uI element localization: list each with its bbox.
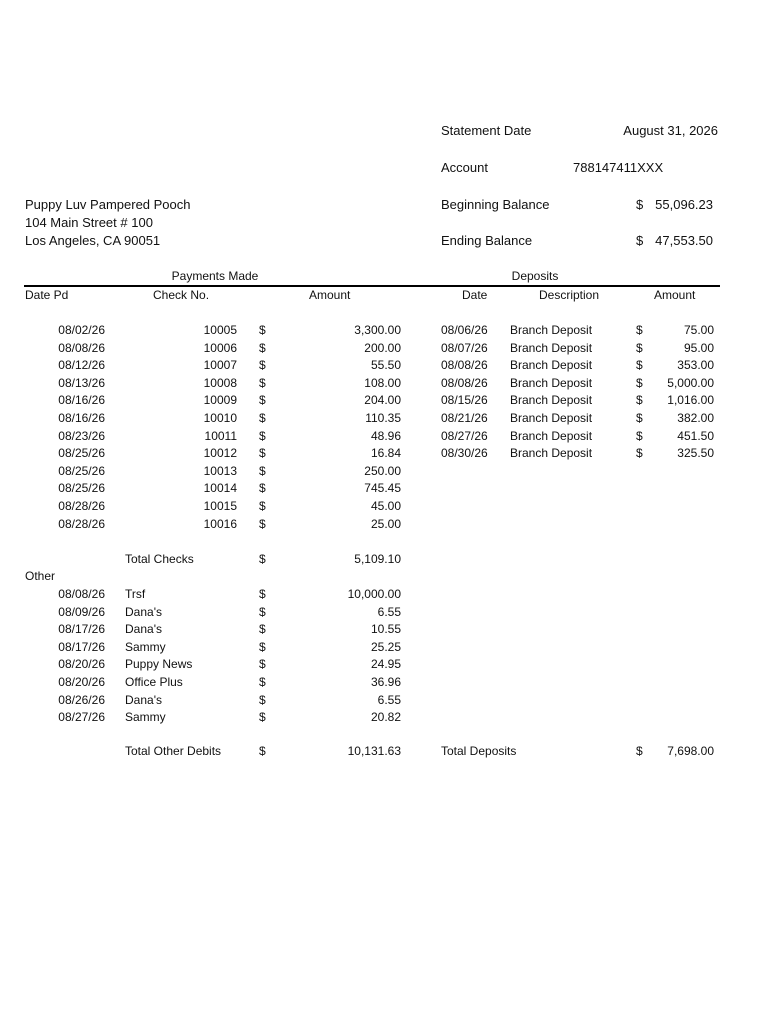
payment-date: 08/08/26 [58, 340, 105, 355]
payment-currency: $ [259, 499, 266, 513]
other-debit-currency: $ [259, 587, 266, 601]
total-checks-value: 5,109.10 [354, 552, 401, 566]
payment-amount: 16.84 [370, 446, 401, 461]
account-label: Account [441, 160, 488, 175]
payment-date: 08/16/26 [58, 393, 105, 408]
payment-check-number: 10015 [203, 499, 237, 513]
payment-currency: $ [259, 481, 266, 496]
other-debit-description: Dana's [125, 692, 162, 707]
payment-check-number: 10006 [203, 340, 237, 355]
other-debit-description: Sammy [125, 639, 166, 654]
other-debit-description: Puppy News [125, 657, 193, 672]
payment-check-number: 10007 [203, 358, 237, 373]
deposit-currency: $ [636, 323, 643, 337]
other-debit-currency: $ [259, 604, 266, 619]
ending-balance-currency: $ [636, 233, 644, 248]
other-debit-amount: 36.96 [370, 675, 401, 689]
deposit-date: 08/15/26 [441, 393, 488, 408]
payment-check-number: 10012 [203, 446, 237, 461]
col-header-deposit-date: Date [462, 288, 488, 302]
payment-check-number: 10016 [203, 516, 237, 531]
deposit-amount: 1,016.00 [667, 393, 714, 408]
deposit-description: Branch Deposit [510, 375, 593, 390]
deposit-amount: 75.00 [683, 323, 714, 337]
payment-currency: $ [259, 411, 266, 425]
deposit-date: 08/21/26 [441, 411, 488, 425]
deposit-date: 08/07/26 [441, 340, 488, 355]
deposit-amount: 382.00 [677, 411, 714, 425]
deposit-date: 08/27/26 [441, 428, 488, 443]
col-header-description: Description [539, 288, 600, 302]
col-header-payment-amount: Amount [309, 288, 351, 302]
other-debit-currency: $ [259, 675, 266, 689]
payment-date: 08/13/26 [58, 375, 105, 390]
deposit-date: 08/30/26 [441, 446, 488, 461]
total-deposits-label: Total Deposits [441, 744, 517, 758]
payment-amount: 108.00 [364, 375, 401, 390]
other-debit-amount: 24.95 [370, 657, 401, 672]
other-label: Other [25, 569, 56, 583]
other-debit-date: 08/26/26 [58, 692, 105, 707]
other-debit-currency: $ [259, 692, 266, 707]
deposit-date: 08/08/26 [441, 358, 488, 373]
payment-check-number: 10005 [203, 323, 237, 337]
other-debit-amount: 25.25 [370, 639, 401, 654]
other-debit-amount: 10,000.00 [347, 587, 401, 601]
other-debit-description: Sammy [125, 710, 166, 725]
payment-currency: $ [259, 323, 266, 337]
header-rule [24, 285, 720, 287]
deposit-description: Branch Deposit [510, 393, 593, 408]
other-debit-date: 08/20/26 [58, 657, 105, 672]
total-other-debits-value: 10,131.63 [347, 744, 401, 758]
statement-date-label: Statement Date [441, 123, 532, 138]
other-debit-description: Dana's [125, 604, 162, 619]
beginning-balance-value: 55,096.23 [655, 197, 713, 212]
payment-date: 08/02/26 [58, 323, 105, 337]
total-other-debits-label: Total Other Debits [125, 744, 222, 758]
deposit-amount: 95.00 [683, 340, 714, 355]
deposit-description: Branch Deposit [510, 446, 593, 461]
payment-date: 08/25/26 [58, 463, 105, 478]
other-debit-amount: 10.55 [370, 622, 401, 637]
other-debit-amount: 20.82 [370, 710, 401, 725]
col-header-deposit-amount: Amount [654, 288, 696, 302]
other-debit-date: 08/17/26 [58, 639, 105, 654]
business-name: Puppy Luv Pampered Pooch [25, 197, 191, 212]
col-header-date-pd: Date Pd [25, 288, 69, 302]
deposit-amount: 451.50 [677, 428, 714, 443]
deposit-currency: $ [636, 393, 643, 408]
payment-date: 08/23/26 [58, 428, 105, 443]
other-debit-date: 08/08/26 [58, 587, 105, 601]
total-deposits-currency: $ [636, 744, 643, 758]
ending-balance-label: Ending Balance [441, 233, 533, 248]
deposit-amount: 5,000.00 [667, 375, 714, 390]
payment-currency: $ [259, 428, 266, 443]
deposit-currency: $ [636, 358, 643, 373]
total-checks-label: Total Checks [125, 552, 194, 566]
deposit-date: 08/08/26 [441, 375, 488, 390]
other-debit-currency: $ [259, 622, 266, 637]
other-debit-description: Office Plus [125, 675, 183, 689]
payment-amount: 3,300.00 [354, 323, 401, 337]
payment-amount: 45.00 [370, 499, 401, 513]
payment-date: 08/12/26 [58, 358, 105, 373]
business-city: Los Angeles, CA 90051 [25, 233, 161, 248]
other-debit-currency: $ [259, 657, 266, 672]
payment-currency: $ [259, 358, 266, 373]
payment-check-number: 10011 [204, 428, 237, 443]
payment-date: 08/25/26 [58, 481, 105, 496]
payment-check-number: 10009 [203, 393, 237, 408]
other-debit-amount: 6.55 [377, 604, 401, 619]
payment-amount: 200.00 [364, 340, 401, 355]
total-other-debits-currency: $ [259, 744, 266, 758]
statement-date-value: August 31, 2026 [623, 123, 718, 138]
other-debit-date: 08/09/26 [58, 604, 105, 619]
payment-currency: $ [259, 340, 266, 355]
other-debit-date: 08/20/26 [58, 675, 105, 689]
payment-check-number: 10010 [203, 411, 237, 425]
payment-amount: 204.00 [364, 393, 401, 408]
payment-check-number: 10014 [203, 481, 237, 496]
deposit-date: 08/06/26 [441, 323, 488, 337]
payment-currency: $ [259, 463, 266, 478]
account-number: 788147411XXX [573, 160, 664, 175]
other-debit-currency: $ [259, 710, 266, 725]
other-debit-date: 08/17/26 [58, 622, 105, 637]
business-street: 104 Main Street # 100 [25, 215, 153, 230]
payment-currency: $ [259, 516, 266, 531]
payment-amount: 25.00 [370, 516, 401, 531]
payment-date: 08/28/26 [58, 499, 105, 513]
other-debit-currency: $ [259, 639, 266, 654]
total-deposits-value: 7,698.00 [667, 744, 714, 758]
payment-check-number: 10013 [203, 463, 237, 478]
deposit-amount: 353.00 [677, 358, 714, 373]
deposit-currency: $ [636, 446, 643, 461]
payment-amount: 110.35 [365, 411, 401, 425]
deposit-description: Branch Deposit [510, 358, 593, 373]
ending-balance-value: 47,553.50 [655, 233, 713, 248]
deposit-amount: 325.50 [677, 446, 714, 461]
other-debit-description: Dana's [125, 622, 162, 637]
deposit-currency: $ [636, 340, 643, 355]
other-debit-description: Trsf [125, 587, 146, 601]
deposit-description: Branch Deposit [510, 323, 593, 337]
payment-amount: 745.45 [364, 481, 401, 496]
deposits-section-title: Deposits [511, 269, 559, 283]
total-checks-currency: $ [259, 552, 266, 566]
beginning-balance-label: Beginning Balance [441, 197, 550, 212]
payment-check-number: 10008 [203, 375, 237, 390]
payment-date: 08/16/26 [58, 411, 105, 425]
payment-currency: $ [259, 393, 266, 408]
payment-date: 08/25/26 [58, 446, 105, 461]
deposit-currency: $ [636, 428, 643, 443]
other-debit-amount: 6.55 [377, 692, 401, 707]
deposit-currency: $ [636, 411, 643, 425]
deposit-description: Branch Deposit [510, 411, 593, 425]
col-header-check-no: Check No. [153, 288, 210, 302]
payment-amount: 250.00 [364, 463, 401, 478]
payment-currency: $ [259, 446, 266, 461]
payment-currency: $ [259, 375, 266, 390]
deposit-description: Branch Deposit [510, 340, 593, 355]
other-debit-date: 08/27/26 [58, 710, 105, 725]
deposit-currency: $ [636, 375, 643, 390]
payments-section-title: Payments Made [171, 269, 259, 283]
payment-amount: 48.96 [370, 428, 401, 443]
payment-amount: 55.50 [370, 358, 401, 373]
payment-date: 08/28/26 [58, 516, 105, 531]
deposit-description: Branch Deposit [510, 428, 593, 443]
beginning-balance-currency: $ [636, 197, 644, 212]
